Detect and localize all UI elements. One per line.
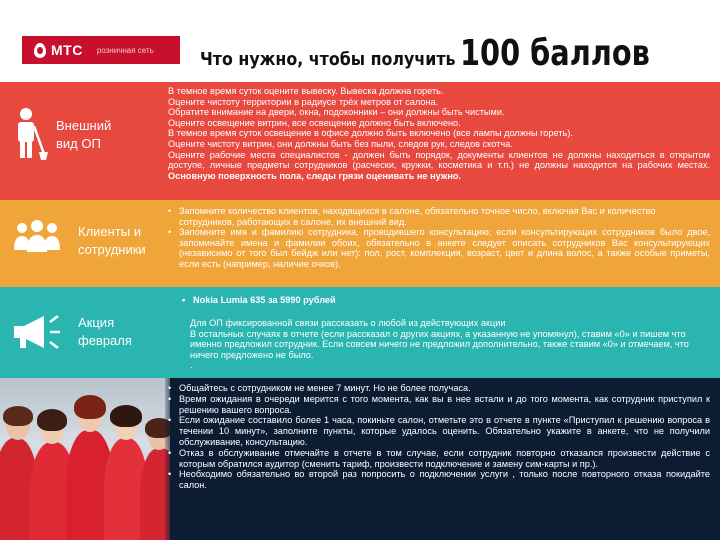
service-bullet: • Время ожидания в очереди мерится с того момента, как вы в нее встали и до того момента, как сотрудник приступил к решению вашего вопроса. xyxy=(168,394,710,416)
promo-text xyxy=(190,318,710,371)
mts-logo xyxy=(22,36,180,64)
staff-photo xyxy=(0,378,170,540)
promo-paragraph: Для ОП фиксированной связи рассказать о любой из действующих акции xyxy=(190,318,506,328)
appearance-line: Оцените чистоту территории в радиусе трёх метров от салона. xyxy=(168,96,439,107)
title-part-2: 100 баллов xyxy=(460,33,651,74)
people-icon xyxy=(12,220,62,254)
header xyxy=(0,0,720,82)
clients-bullet: • Запомните количество клиентов, находящихся в салоне, обязательно точное число, включая Вас и количество сотрудников, работающих в салоне, их внешний вид. xyxy=(168,206,710,227)
appearance-line: Оцените освещение витрин, все освещение должно быть включено. xyxy=(168,117,461,128)
mts-egg-icon xyxy=(34,43,46,58)
appearance-line: Обратите внимание на двери, окна, подоконники – они должны быть чистыми. xyxy=(168,107,505,118)
label-promo: Акция февраля xyxy=(78,315,132,348)
cleaner-icon xyxy=(10,106,50,162)
service-bullet: • Необходимо обязательно во второй раз попросить о подключении услуги , только после повторного отказа покидайте салон. xyxy=(168,469,710,491)
label-clients: Клиенты и сотрудники xyxy=(78,224,146,257)
appearance-line: В темное время суток оцените вывеску. Вывеска должна гореть. xyxy=(168,86,444,96)
appearance-line: Оцените чистоту витрин, они должны быть без пыли, следов рук, следов скотча. xyxy=(168,138,513,149)
promo-product: • Nokia Lumia 635 за 5990 рублей xyxy=(182,295,710,306)
brand-name: МТС xyxy=(51,42,83,58)
appearance-bold-note: Основную поверхность пола, следы грязи оценивать не нужно. xyxy=(168,170,462,181)
service-bullet: • Отказ в обслуживание отмечайте в отчете в том случае, если сотрудник повторно отказался произвести действие с которым обратился аудитор (сменить тариф, произвести подключение и замену сим-карты и пр.). xyxy=(168,448,710,470)
service-bullet: • Общайтесь с сотрудником не менее 7 минут. Но не более получаса. xyxy=(168,383,710,394)
page-title xyxy=(200,22,698,78)
appearance-text xyxy=(168,86,710,181)
clients-bullet: • Запомните имя и фамилию сотрудника, проводившего консультацию; если консультирующих сотрудников было двое, запоминайте имена и фамилии обоих, обязательно в анкете следует описать сотрудников Вас консультирующих (независимо от того был бейдж или нет): пол, рост, комплекция, возраст, цвет и длина волос, а также особые приметы, если есть (например, наличие очков). xyxy=(168,227,710,269)
title-part-1: Что нужно, чтобы получить xyxy=(200,49,456,70)
promo-paragraph: . xyxy=(190,360,193,371)
megaphone-icon xyxy=(10,312,70,352)
clients-text xyxy=(168,206,710,270)
appearance-line: В темное время суток освещение в офисе должно быть включено (все лампы должны гореть). xyxy=(168,128,573,139)
service-text xyxy=(168,383,710,491)
brand-subtitle: розничная сеть xyxy=(96,45,154,55)
service-bullet: • Если ожидание составило более 1 часа, покиньте салон, отметьте это в отчете в пункте «Приступил к решению вопроса в течении 10 минут», заполните пункты, которые удалось оценить. Обязательно укажите в анкете, что не получили обслуживание, консультацию. xyxy=(168,415,710,447)
label-appearance: Внешний вид ОП xyxy=(56,118,112,151)
appearance-line: Оцените рабочие места специалистов - должен быть порядок, документы клиентов не должны находиться в открытом доступе, личные предметы сотрудников (расчески, кружки, косметика и т.п.) не должны находится на рабочих местах. Основную поверхность пола, следы грязи оценивать не нужно. xyxy=(168,149,710,181)
promo-paragraph: В остальных случаях в отчете (если рассказал о других акциях, а указанную не упомянул), ставим «0» и пишем что именно предложил сотрудник. Если совсем ничего не предложил дополнительно, также ставим «0» и отмечаем, что ничего предложено не было. xyxy=(190,328,689,360)
